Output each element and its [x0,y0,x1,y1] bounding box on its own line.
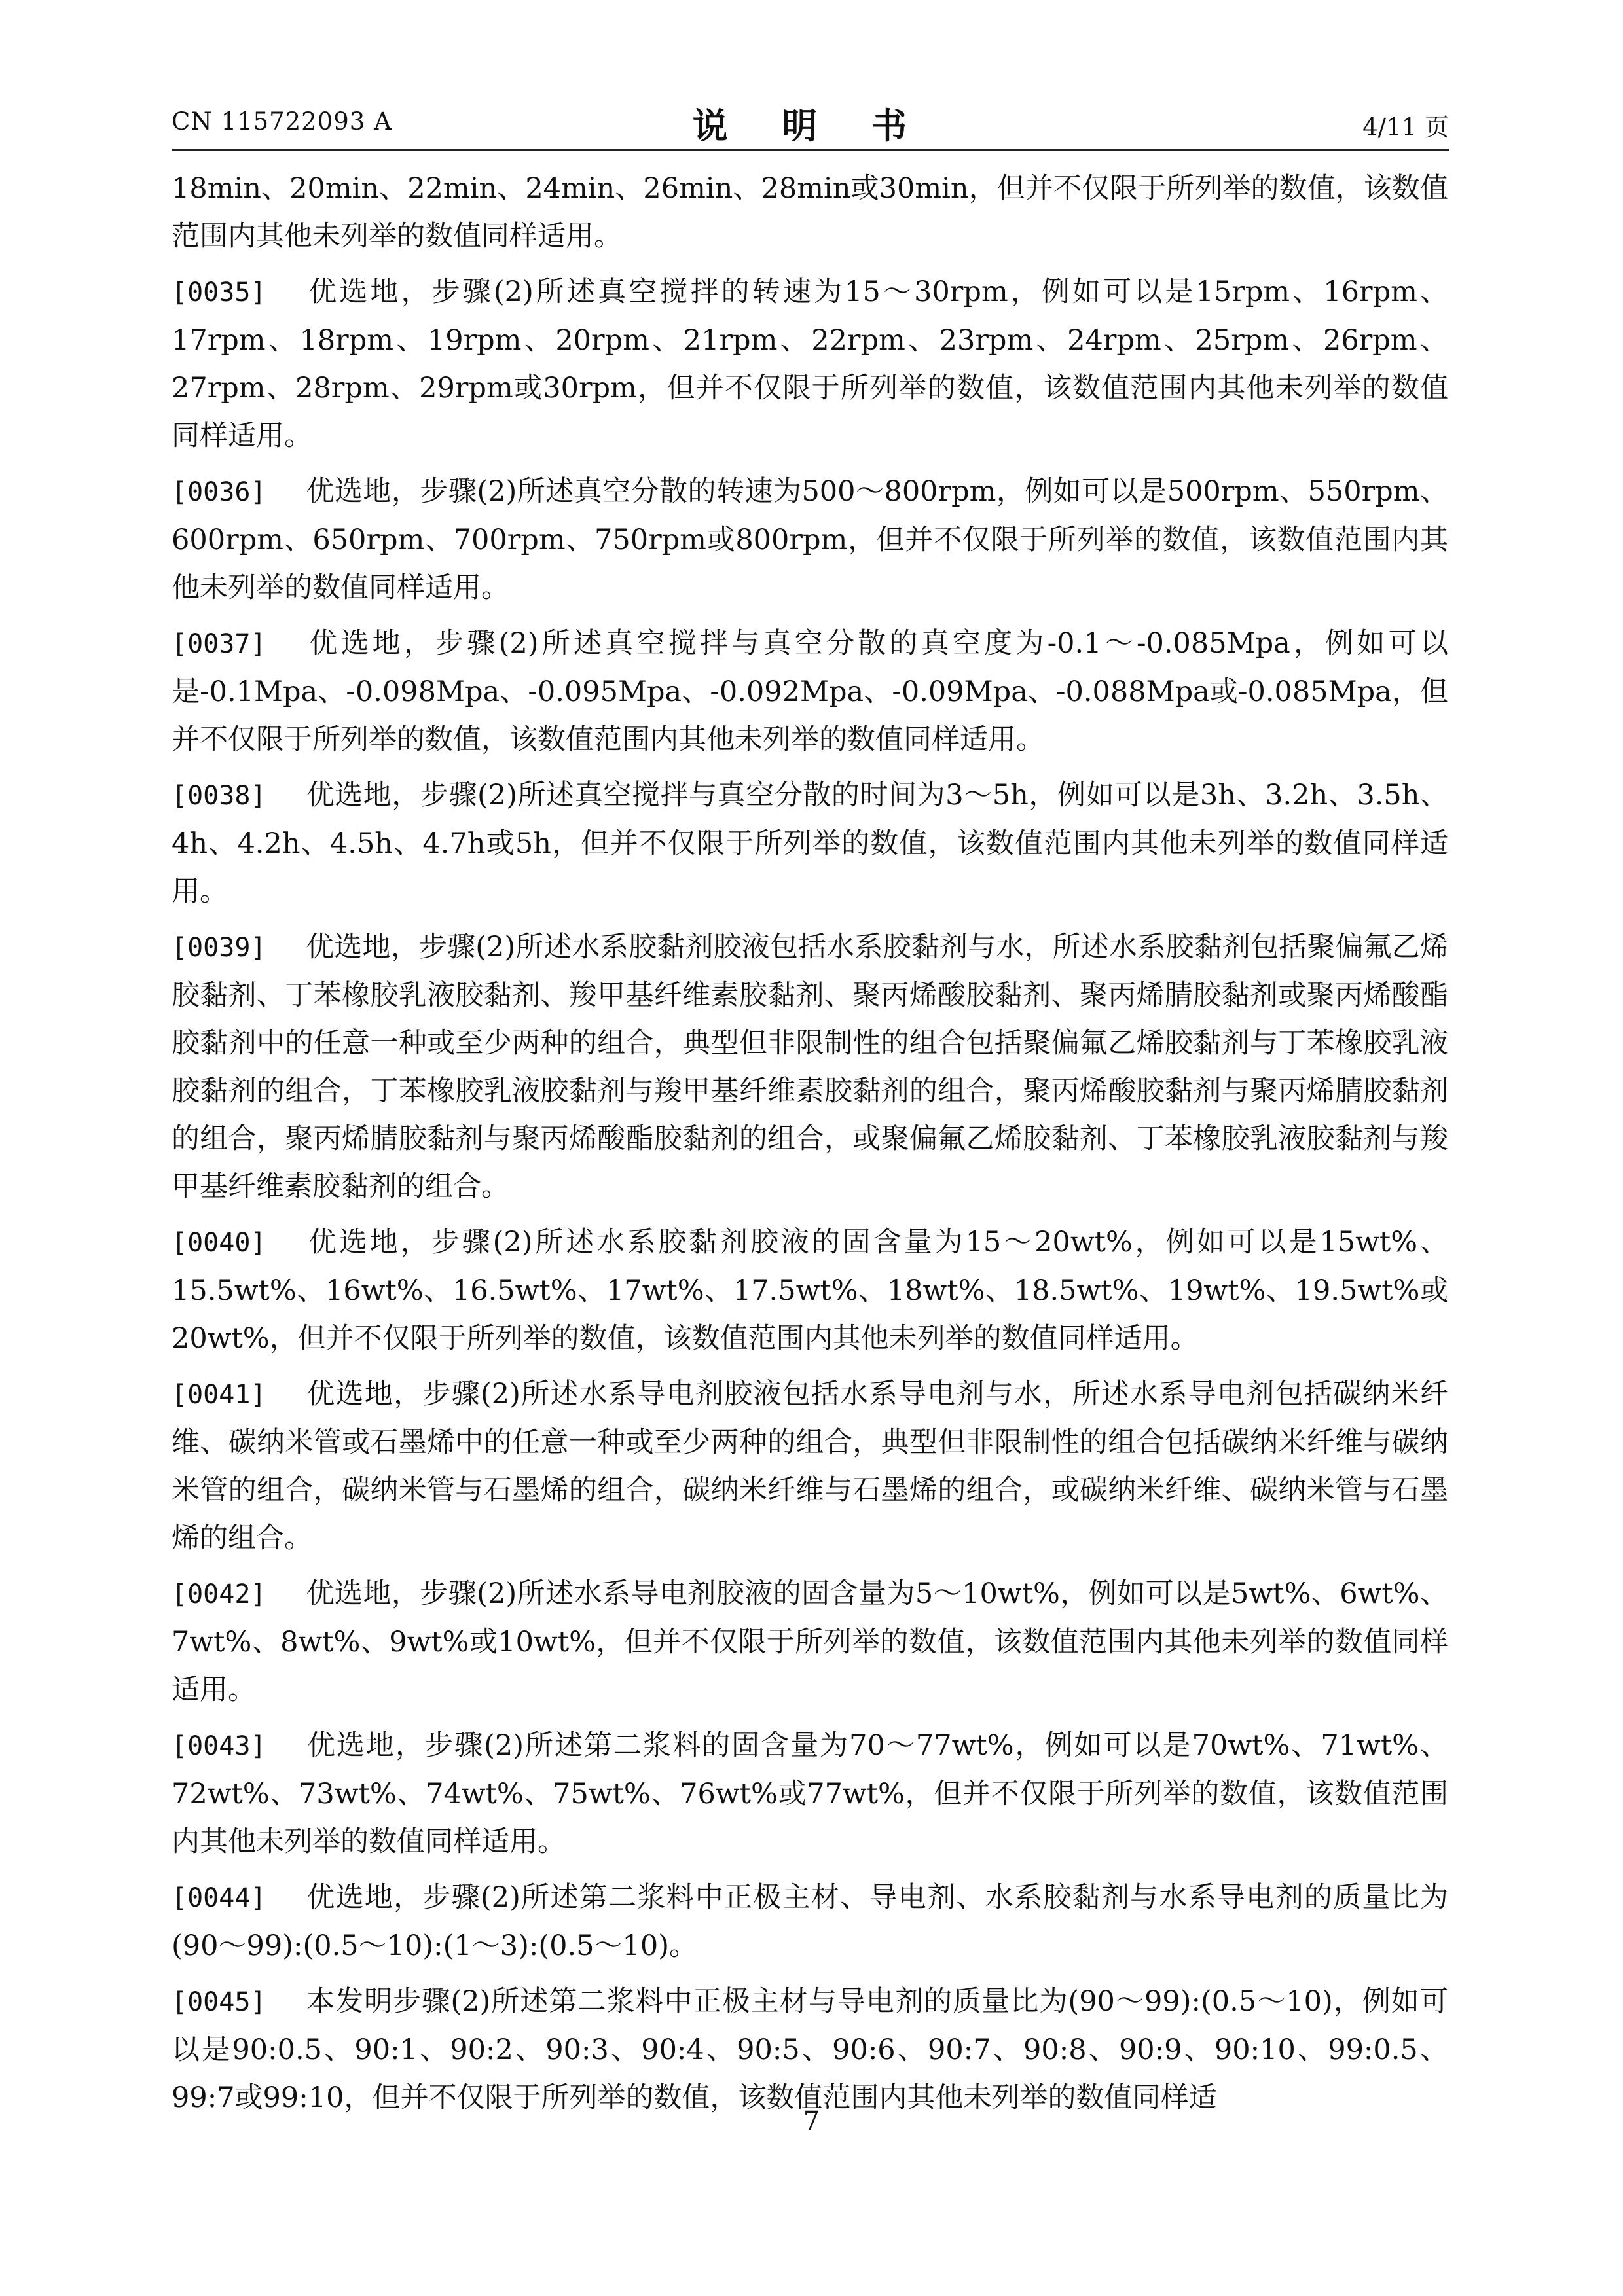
paragraph-text: 优选地，步骤(2)所述水系导电剂胶液的固含量为5～10wt%，例如可以是5wt%、6wt%、7wt%、8wt%、9wt%或10wt%，但并不仅限于所列举的数值，该数值范围内其他未列举的数值同样适用。 [172,1577,1448,1706]
paragraph-0037 [172,620,1448,764]
paragraph-number: [0036] [172,477,266,507]
paragraph-number: [0041] [172,1380,266,1410]
paragraph-text: 优选地，步骤(2)所述真空搅拌的转速为15～30rpm，例如可以是15rpm、16rpm、17rpm、18rpm、19rpm、20rpm、21rpm、22rpm、23rpm、24rpm、25rpm、26rpm、27rpm、28rpm、29rpm或30rpm，但并不仅限于所列举的数值，该数值范围内其他未列举的数值同样适用。 [172,276,1448,452]
paragraph-number: [0042] [172,1579,266,1609]
paragraph-text: 优选地，步骤(2)所述水系导电剂胶液包括水系导电剂与水，所述水系导电剂包括碳纳米纤维、碳纳米管或石墨烯中的任意一种或至少两种的组合，典型但非限制性的组合包括碳纳米纤维与碳纳米管的组合，碳纳米管与石墨烯的组合，碳纳米纤维与石墨烯的组合，或碳纳米纤维、碳纳米管与石墨烯的组合。 [172,1378,1448,1554]
paragraph-0035 [172,268,1448,460]
paragraph-0036 [172,468,1448,612]
paragraph-text: 优选地，步骤(2)所述真空分散的转速为500～800rpm，例如可以是500rpm、550rpm、600rpm、650rpm、700rpm、750rpm或800rpm，但并不仅限于所列举的数值，该数值范围内其他未列举的数值同样适用。 [172,475,1448,604]
paragraph-number: [0040] [172,1228,266,1258]
document-body [172,165,1448,2130]
paragraph-text: 18min、20min、22min、24min、26min、28min或30min，但并不仅限于所列举的数值，该数值范围内其他未列举的数值同样适用。 [172,172,1448,253]
paragraph-text: 优选地，步骤(2)所述真空搅拌与真空分散的时间为3～5h，例如可以是3h、3.2h、3.5h、4h、4.2h、4.5h、4.7h或5h，但并不仅限于所列举的数值，该数值范围内其他未列举的数值同样适用。 [172,779,1448,908]
header-rule [172,149,1449,151]
paragraph-0043 [172,1722,1448,1866]
paragraph-0040 [172,1219,1448,1363]
document-title: 说 明 书 [692,105,928,147]
paragraph-0045 [172,1978,1448,2122]
paragraph-text: 优选地，步骤(2)所述真空搅拌与真空分散的真空度为-0.1～-0.085Mpa，例如可以是-0.1Mpa、-0.098Mpa、-0.095Mpa、-0.092Mpa、-0.09Mpa、-0.088Mpa或-0.085Mpa，但并不仅限于所列举的数值，该数值范围内其他未列举的数值同样适用。 [172,627,1448,756]
paragraph-continuation [172,165,1448,260]
page-indicator: 4/11 页 [1362,113,1449,141]
paragraph-number: [0044] [172,1883,266,1913]
page-number: 7 [803,2106,820,2136]
paragraph-text: 优选地，步骤(2)所述第二浆料的固含量为70～77wt%，例如可以是70wt%、71wt%、72wt%、73wt%、74wt%、75wt%、76wt%或77wt%，但并不仅限于所列举的数值，该数值范围内其他未列举的数值同样适用。 [172,1729,1448,1858]
paragraph-0041 [172,1371,1448,1562]
document-number: CN 115722093 A [172,107,392,135]
paragraph-text: 优选地，步骤(2)所述水系胶黏剂胶液包括水系胶黏剂与水，所述水系胶黏剂包括聚偏氟乙烯胶黏剂、丁苯橡胶乳液胶黏剂、羧甲基纤维素胶黏剂、聚丙烯酸胶黏剂、聚丙烯腈胶黏剂或聚丙烯酸酯胶黏剂中的任意一种或至少两种的组合，典型但非限制性的组合包括聚偏氟乙烯胶黏剂与丁苯橡胶乳液胶黏剂的组合，丁苯橡胶乳液胶黏剂与羧甲基纤维素胶黏剂的组合，聚丙烯酸胶黏剂与聚丙烯腈胶黏剂的组合，聚丙烯腈胶黏剂与聚丙烯酸酯胶黏剂的组合，或聚偏氟乙烯胶黏剂、丁苯橡胶乳液胶黏剂与羧甲基纤维素胶黏剂的组合。 [172,931,1448,1203]
paragraph-number: [0045] [172,1987,266,2017]
paragraph-0038 [172,772,1448,916]
paragraph-number: [0035] [172,278,266,308]
paragraph-text: 优选地，步骤(2)所述水系胶黏剂胶液的固含量为15～20wt%，例如可以是15wt%、15.5wt%、16wt%、16.5wt%、17wt%、17.5wt%、18wt%、18.5wt%、19wt%、19.5wt%或20wt%，但并不仅限于所列举的数值，该数值范围内其他未列举的数值同样适用。 [172,1226,1448,1355]
paragraph-text: 优选地，步骤(2)所述第二浆料中正极主材、导电剂、水系胶黏剂与水系导电剂的质量比为(90～99):(0.5～10):(1～3):(0.5～10)。 [172,1881,1448,1962]
paragraph-0039 [172,924,1448,1211]
paragraph-text: 本发明步骤(2)所述第二浆料中正极主材与导电剂的质量比为(90～99):(0.5～10)，例如可以是90:0.5、90:1、90:2、90:3、90:4、90:5、90:6、90:7、90:8、90:9、90:10、99:0.5、99:7或99:10，但并不仅限于所列举的数值，该数值范围内其他未列举的数值同样适 [172,1985,1448,2114]
paragraph-0044 [172,1874,1448,1970]
paragraph-0042 [172,1570,1448,1714]
paragraph-number: [0039] [172,933,266,963]
page-header [172,98,1449,151]
paragraph-number: [0038] [172,781,266,811]
paragraph-number: [0037] [172,629,266,659]
paragraph-number: [0043] [172,1731,266,1761]
